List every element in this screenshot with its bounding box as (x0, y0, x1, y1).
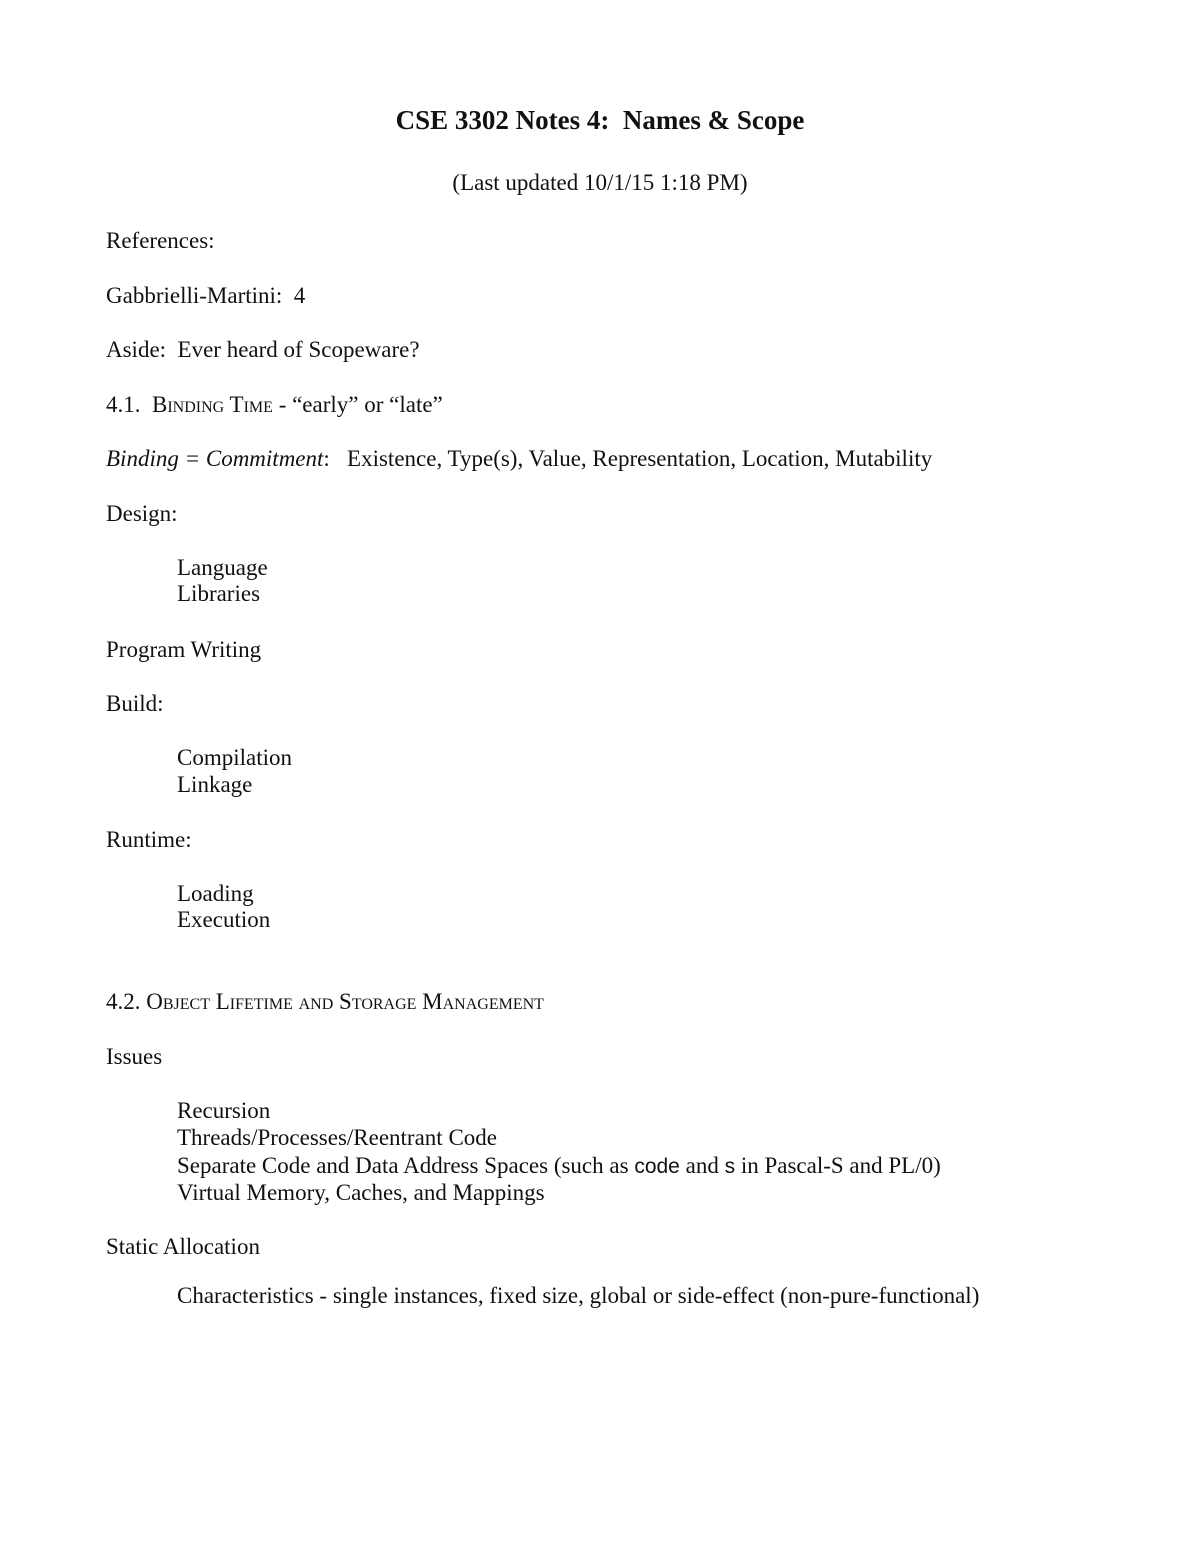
separate-mid: and (679, 1153, 725, 1178)
list-item (177, 1152, 941, 1181)
list-item: Linkage (177, 772, 253, 797)
binding-colon: : (323, 446, 348, 471)
design-label: Design: (106, 501, 178, 526)
references-label: References: (106, 228, 215, 253)
list-item: Recursion (177, 1098, 271, 1123)
build-label: Build: (106, 691, 164, 716)
list-item: Language (177, 555, 268, 580)
binding-definition (106, 445, 932, 473)
section-title: Object Lifetime and Storage Management (146, 989, 544, 1014)
section-number: 4.2. (106, 989, 147, 1014)
code-term: code (634, 1155, 680, 1178)
section-heading-4-1 (106, 391, 443, 419)
list-item: Threads/Processes/Reentrant Code (177, 1125, 497, 1150)
separate-prefix: Separate Code and Data Address Spaces (such as (177, 1153, 635, 1178)
list-item: Loading (177, 881, 254, 906)
program-writing-label: Program Writing (106, 637, 262, 662)
characteristics-text: Characteristics - single instances, fixed size, global or side-effect (non-pure-functional) (177, 1283, 980, 1308)
section-title: Binding Time (152, 392, 273, 417)
static-allocation-label: Static Allocation (106, 1234, 260, 1259)
section-heading-4-2 (106, 988, 544, 1016)
separate-suffix: in Pascal-S and PL/0) (735, 1153, 941, 1178)
runtime-label: Runtime: (106, 827, 192, 852)
issues-label: Issues (106, 1044, 163, 1069)
last-updated: (Last updated 10/1/15 1:18 PM) (452, 170, 748, 195)
list-item: Execution (177, 907, 271, 932)
list-item: Compilation (177, 745, 292, 770)
s-term: s (724, 1155, 736, 1178)
aside-text: Aside: Ever heard of Scopeware? (106, 337, 420, 362)
list-item: Virtual Memory, Caches, and Mappings (177, 1180, 545, 1205)
section-number: 4.1. (106, 392, 152, 417)
reference-item: Gabbrielli-Martini: 4 (106, 283, 306, 308)
document-title: CSE 3302 Notes 4: Names & Scope (395, 105, 805, 135)
list-item: Libraries (177, 581, 261, 606)
section-suffix: - “early” or “late” (272, 392, 443, 417)
binding-label: Binding = Commitment (106, 446, 324, 471)
binding-text: Existence, Type(s), Value, Representation, Location, Mutability (347, 446, 933, 471)
